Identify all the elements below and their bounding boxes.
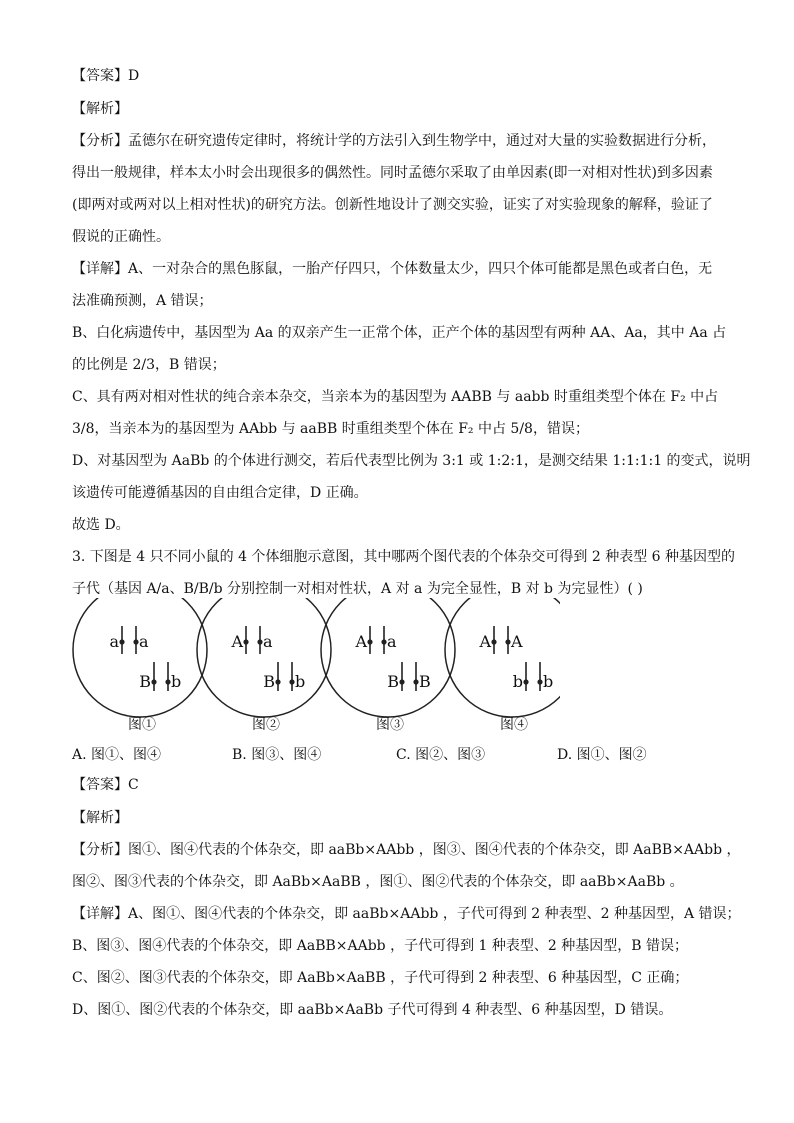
choice-b: B. 图③、图④ <box>232 747 322 763</box>
gene-label: B <box>139 672 151 691</box>
gene-label: b <box>512 672 523 691</box>
q2-xiangjie-line: 法准确预测，A 错误； <box>72 293 213 309</box>
q2-xiangjie-line: 3/8，当亲本为的基因型为 AAbb 与 aaBB 时重组类型个体在 F₂ 中占 5/8，错误； <box>72 421 589 437</box>
cell-diagram-1 <box>73 598 207 733</box>
gene-locus <box>165 679 170 684</box>
gene-locus <box>523 679 528 684</box>
q3-fenxi-line: 【分析】图①、图④代表的个体杂交，即 aaBb×AAbb ，图③、图④代表的个体杂交，即 AaBB×AAbb ， <box>72 842 741 858</box>
gene-locus <box>151 679 156 684</box>
gene-label: a <box>109 632 119 651</box>
q2-conclusion: 故选 D。 <box>72 517 130 533</box>
gene-label: b <box>295 672 306 691</box>
cell-diagram-2 <box>197 598 331 733</box>
cell-circle <box>197 598 331 717</box>
q2-xiangjie-line: 的比例是 2/3，B 错误； <box>72 357 226 373</box>
gene-label: A <box>511 632 523 651</box>
gene-locus <box>257 639 262 644</box>
gene-label: B <box>263 672 275 691</box>
q2-fenxi-line: 【分析】孟德尔在研究遗传定律时，将统计学的方法引入到生物学中，通过对大量的实验数据进行分析， <box>72 133 716 149</box>
gene-label: B <box>419 672 431 691</box>
cell-diagram-4 <box>445 598 560 733</box>
gene-label: a <box>263 632 273 651</box>
gene-label: B <box>387 672 399 691</box>
q3-fenxi-line: 图②、图③代表的个体杂交，即 AaBb×AaBB ，图①、图②代表的个体杂交，即 aaBb×AaBb 。 <box>72 874 684 890</box>
choice-d: D. 图①、图② <box>557 747 647 763</box>
q2-xiangjie-line: D、对基因型为 AaBb 的个体进行测交，若后代表型比例为 3:1 或 1:2:1，是测交结果 1:1:1:1 的变式，说明 <box>72 453 751 469</box>
choice-a: A. 图①、图④ <box>72 747 162 763</box>
gene-locus <box>491 639 496 644</box>
gene-locus <box>413 679 418 684</box>
gene-locus <box>243 639 248 644</box>
q3-xiangjie-line: 【详解】A、图①、图④代表的个体杂交，即 aaBb×AAbb ，子代可得到 2 种表型、2 种基因型，A 错误； <box>72 906 741 922</box>
q2-xiangjie-line: C、具有两对相对性状的纯合亲本杂交，当亲本为的基因型为 AABB 与 aabb 时重组类型个体在 F₂ 中占 <box>72 389 719 405</box>
q2-xiangjie-line: 【详解】A、一对杂合的黑色豚鼠，一胎产仔四只，个体数量太少，四只个体可能都是黑色或者白色，无 <box>72 261 713 277</box>
gene-locus <box>119 639 124 644</box>
cell-figure-label: 图② <box>252 717 280 733</box>
gene-locus <box>275 679 280 684</box>
gene-locus <box>367 639 372 644</box>
gene-locus <box>133 639 138 644</box>
q3-stem-line: 子代（基因 A/a、B/B/b 分别控制一对相对性状，A 对 a 为完全显性，B 对 b 为完显性）( ) <box>72 581 643 597</box>
q2-fenxi-line: 得出一般规律，样本太小时会出现很多的偶然性。同时孟德尔采取了由单因素(即一对相对性状)到多因素 <box>72 165 713 181</box>
q3-answer: 【答案】C <box>72 777 139 793</box>
gene-locus <box>505 639 510 644</box>
gene-label: A <box>231 632 243 651</box>
gene-locus <box>289 679 294 684</box>
choice-c: C. 图②、图③ <box>396 747 486 763</box>
q2-xiangjie-line: 该遗传可能遵循基因的自由组合定律，D 正确。 <box>72 485 368 501</box>
gene-label: b <box>543 672 554 691</box>
q3-analysis-heading: 【解析】 <box>72 810 128 826</box>
q2-analysis-heading: 【解析】 <box>72 101 128 117</box>
cell-diagram-3 <box>321 598 455 733</box>
cell-diagrams <box>60 598 560 738</box>
gene-label: A <box>355 632 367 651</box>
cell-figure-label: 图① <box>128 717 156 733</box>
q3-xiangjie-line: B、图③、图④代表的个体杂交，即 AaBB×AAbb ，子代可得到 1 种表型、2 种基因型，B 错误； <box>72 938 688 954</box>
cell-figure-label: 图③ <box>376 717 404 733</box>
q2-fenxi-line: 假说的正确性。 <box>72 229 170 245</box>
q3-stem-line: 3. 下图是 4 只不同小鼠的 4 个体细胞示意图，其中哪两个图代表的个体杂交可得到 2 种表型 6 种基因型的 <box>72 549 736 565</box>
q3-xiangjie-line: D、图①、图②代表的个体杂交，即 aaBb×AaBb 子代可得到 4 种表型、6 种基因型，D 错误。 <box>72 1002 673 1018</box>
gene-locus <box>381 639 386 644</box>
gene-label: b <box>171 672 182 691</box>
q2-fenxi-line: (即两对或两对以上相对性状)的研究方法。创新性地设计了测交实验，证实了对实验现象的解释，验证了 <box>72 197 713 213</box>
cell-figure-label: 图④ <box>500 717 528 733</box>
cell-circle <box>321 598 455 717</box>
gene-label: a <box>387 632 397 651</box>
q2-xiangjie-line: B、白化病遗传中，基因型为 Aa 的双亲产生一正常个体，正产个体的基因型有两种 AA、Aa，其中 Aa 占 <box>72 325 727 341</box>
q3-xiangjie-line: C、图②、图③代表的个体杂交，即 AaBb×AaBB ，子代可得到 2 种表型、6 种基因型，C 正确； <box>72 970 689 986</box>
cell-circle <box>445 598 560 717</box>
q2-answer: 【答案】D <box>72 68 140 84</box>
gene-label: A <box>479 632 491 651</box>
gene-label: a <box>139 632 149 651</box>
gene-locus <box>537 679 542 684</box>
cell-circle <box>73 598 207 717</box>
gene-locus <box>399 679 404 684</box>
